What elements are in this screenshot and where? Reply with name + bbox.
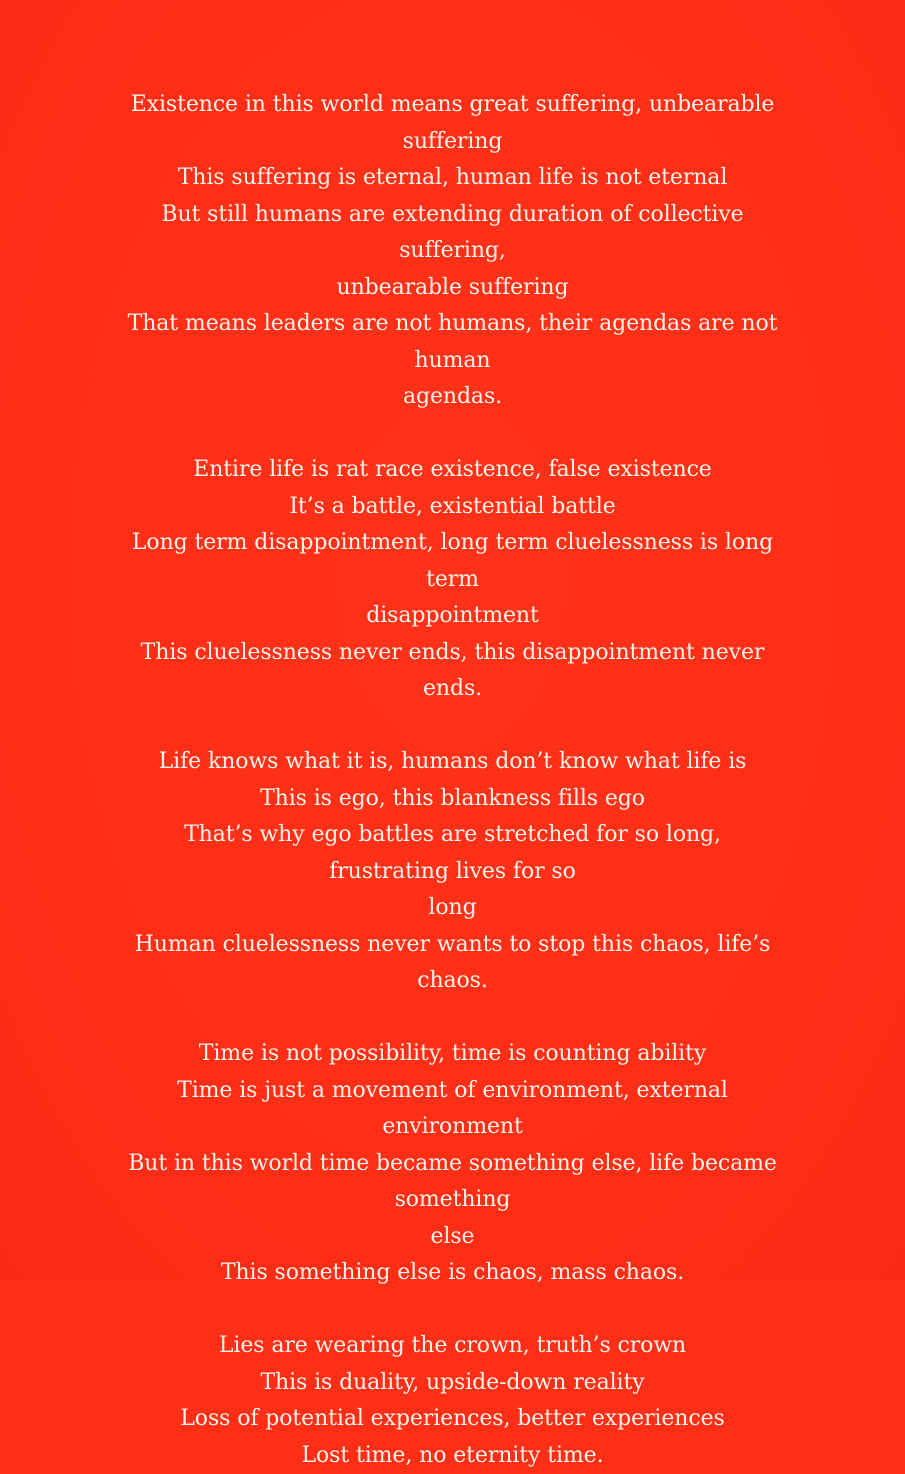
poem-line: Long term disappointment, long term cluelessness is long term: [125, 525, 780, 598]
poem-line: It’s a battle, existential battle: [125, 489, 780, 526]
poem-line: This something else is chaos, mass chaos.: [125, 1255, 780, 1292]
poem-line: disappointment: [125, 598, 780, 635]
poem-line: Entire life is rat race existence, false existence: [125, 452, 780, 489]
poem-line: That means leaders are not humans, their agendas are not human: [125, 306, 780, 379]
poem-line: But still humans are extending duration of collective suffering,: [125, 197, 780, 270]
poem-line: unbearable suffering: [125, 270, 780, 307]
stanza-3: [125, 744, 780, 1000]
poem-line: But in this world time became something else, life became something: [125, 1146, 780, 1219]
poem-line: Human cluelessness never wants to stop this chaos, life’s chaos.: [125, 927, 780, 1000]
poem-line: agendas.: [125, 379, 780, 416]
poem-line: This is duality, upside-down reality: [125, 1365, 780, 1402]
poem-line: This cluelessness never ends, this disappointment never ends.: [125, 635, 780, 708]
poem-line: long: [125, 890, 780, 927]
poem-body: [125, 87, 780, 1474]
poem-line: This suffering is eternal, human life is not eternal: [125, 160, 780, 197]
poem-line: That’s why ego battles are stretched for so long, frustrating lives for so: [125, 817, 780, 890]
poem-line: This is ego, this blankness fills ego: [125, 781, 780, 818]
poem-line: Existence in this world means great suffering, unbearable suffering: [125, 87, 780, 160]
poem-line: else: [125, 1219, 780, 1256]
stanza-2: [125, 452, 780, 708]
stanza-5: [125, 1328, 780, 1474]
poem-line: Life knows what it is, humans don’t know what life is: [125, 744, 780, 781]
poem-line: Time is just a movement of environment, external environment: [125, 1073, 780, 1146]
poem-line: Lies are wearing the crown, truth’s crown: [125, 1328, 780, 1365]
stanza-4: [125, 1036, 780, 1292]
poem-line: Lost time, no eternity time.: [125, 1438, 780, 1474]
stanza-1: [125, 87, 780, 416]
poem-line: Loss of potential experiences, better experiences: [125, 1401, 780, 1438]
poem-line: Time is not possibility, time is counting ability: [125, 1036, 780, 1073]
